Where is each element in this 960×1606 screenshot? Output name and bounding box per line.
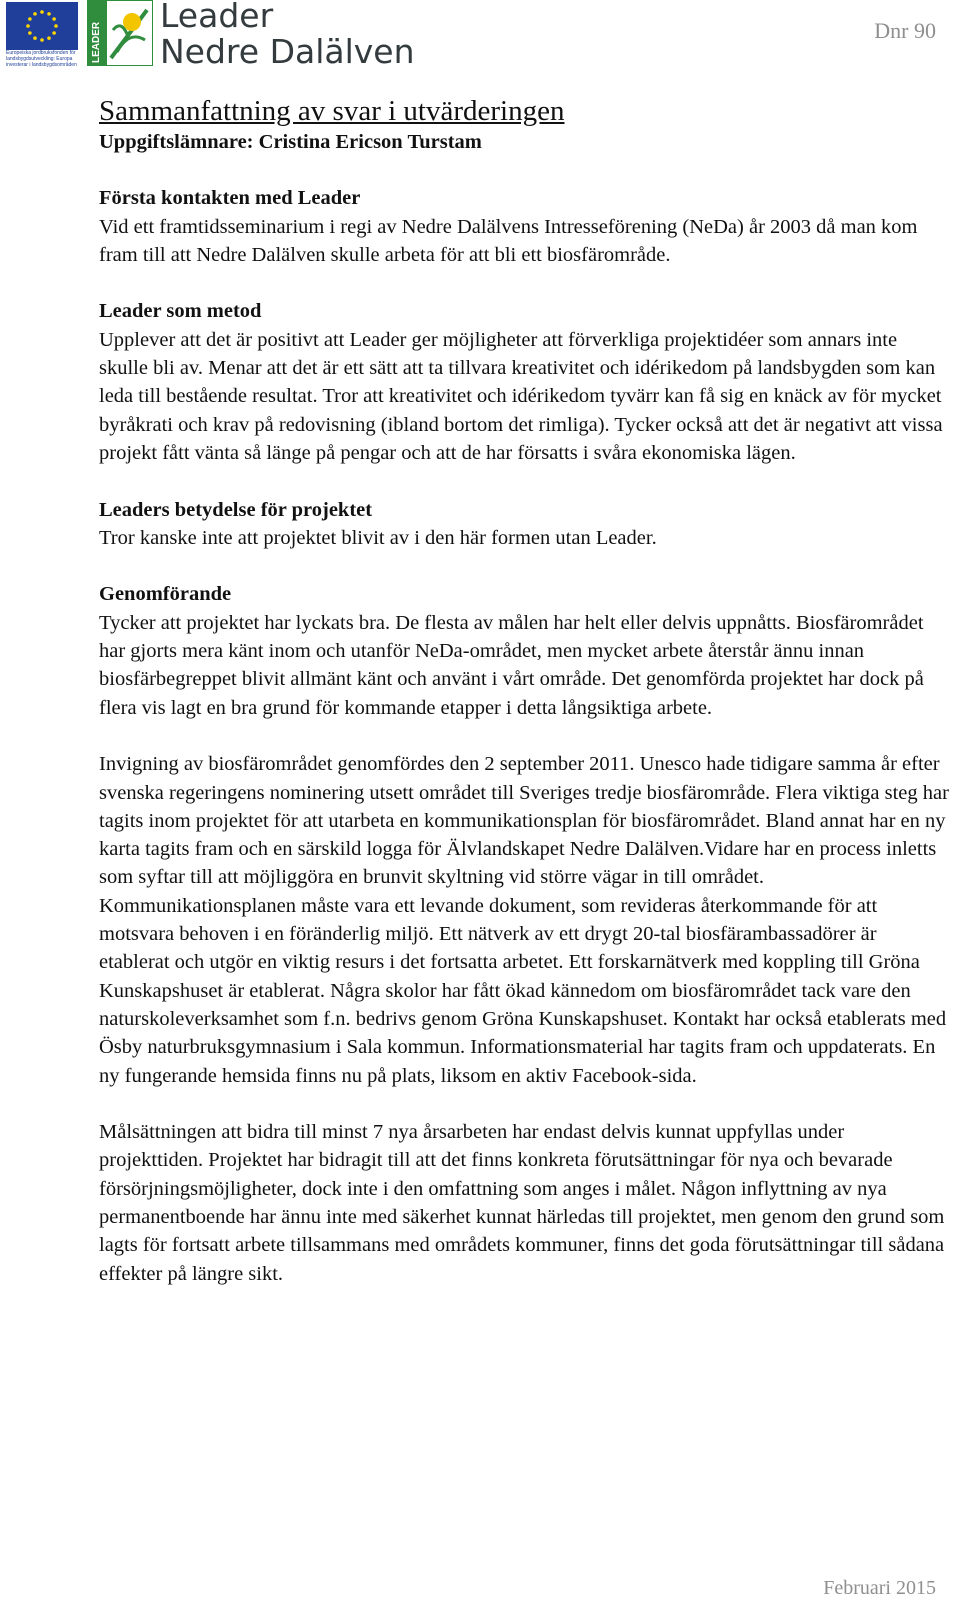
eu-star-icon: [33, 12, 37, 16]
page-header: [0, 0, 960, 80]
eu-flag-icon: [6, 2, 78, 50]
section-paragraph: Invigning av biosfärområdet genomfördes den 2 september 2011. Unesco hade tidigare samma år efter svenska regeringens nominering utsett området till Sveriges tredje biosfärområde. Flera viktiga steg har tagits inom projektet för att utarbeta en kommunikationsplan för biosfärområdet. Bland annat har en ny karta tagits fram och en särskild logga för Älvlandskapet Nedre Dalälven.Vidare har en process inletts som syftar till att möjliggöra en brunvit skyltning vid större vägar in till området. Kommunikationsplanen måste vara ett levande dokument, som revideras återkommande för att motsvara behoven i en föränderlig miljö. Ett nätverk av ett drygt 20-tal biosfärambassadörer är etablerat och utgör en viktig resurs i det fortsatta arbetet. Ett forskarnätverk med koppling till Gröna Kunskapshuset är etablerat. Några skolor har fått ökad kännedom om biosfärområdet tack vare den naturskoleverksamhet som f.n. bedrivs genom Gröna Kunskapshuset. Kontakt har också etablerats med Ösby naturbruksgymnasium i Sala kommun. Informationsmaterial har tagits fram och uppdaterats. En ny fungerande hemsida finns nu på plats, liksom en aktiv Facebook-sida.: [99, 753, 949, 1087]
section-heading: Genomförande: [99, 583, 232, 606]
document-number: Dnr 90: [874, 18, 936, 43]
leader-logo-side-text: LEADER: [91, 21, 102, 63]
section-implementation: [99, 580, 949, 1287]
section-paragraph: Tror kanske inte att projektet blivit av i den här formen utan Leader.: [99, 526, 657, 549]
eu-star-icon: [40, 10, 44, 14]
eu-star-icon: [28, 17, 32, 21]
submitter-line: Uppgiftslämnare: Cristina Ericson Turstam: [99, 131, 482, 153]
eu-fund-caption: Europeiska jordbruksfonden för landsbygdsutveckling: Europa investerar i landsbygdsområden: [6, 50, 77, 68]
eu-star-icon: [52, 31, 56, 35]
section-heading: Leader som metod: [99, 300, 262, 323]
logo-line-leader: Leader: [160, 0, 274, 35]
eu-star-icon: [54, 24, 58, 28]
leader-logo-icon: [87, 0, 153, 66]
section-paragraph: Upplever att det är positivt att Leader ger möjligheter att förverkliga projektidéer som annars inte skulle bli av. Menar att det är ett sätt att ta tillvara kreativitet och idérikedom på landsbygden som kan leda till bestående resultat. Tror att kreativitet och idérikedom tyvärr kan få sig en knäck av för mycket byråkrati och krav på redovisning (ibland bortom det rimliga). Tycker också att det är negativt att vissa projekt fått vänta så länge på pengar och att de har försatts i svåra ekonomiska lägen.: [99, 328, 943, 464]
document-body: [99, 94, 949, 1316]
leader-logo-text: [160, 0, 415, 70]
section-paragraph: Målsättningen att bidra till minst 7 nya årsarbeten har endast delvis kunnat uppfyllas under projekttiden. Projektet har bidragit till att det finns konkreta förutsättningar för nya och bevarade försörjningsmöjligheter, dock inte i den omfattning som anges i målet. Någon inflyttning av nya permanentboende har ännu inte med säkerhet kunnat härledas till projektet, men genom den grund som lagts för fortsatt arbete tillsammans med områdets kommuner, finns det goda förutsättningar till sådana effekter på längre sikt.: [99, 1121, 945, 1285]
section-heading: Första kontakten med Leader: [99, 187, 361, 210]
section-paragraph: Tycker att projektet har lyckats bra. De flesta av målen har helt eller delvis uppnåtts. Biosfärområdet har gjorts mera känt inom och utanför NeDa-området, men mycket arbete återstår ännu innan biosfärbegreppet blivit allmänt känt och använt i vårt område. Det genomförda projektet har dock på flera vis lagt en bra grund för kommande etapper i detta långsiktiga arbete.: [99, 611, 924, 719]
logo-line-region: Nedre Dalälven: [160, 32, 415, 71]
section-heading: Leaders betydelse för projektet: [99, 498, 373, 521]
eu-star-icon: [26, 24, 30, 28]
eu-star-icon: [28, 31, 32, 35]
section-paragraph: Vid ett framtidsseminarium i regi av Nedre Dalälvens Intresseförening (NeDa) år 2003 då man kom fram till att Nedre Dalälven skulle arbeta för att bli ett biosfärområde.: [99, 215, 918, 266]
eu-star-icon: [47, 12, 51, 16]
footer-date: Februari 2015: [823, 1577, 936, 1599]
section-first-contact: [99, 184, 949, 269]
eu-star-icon: [33, 36, 37, 40]
eu-star-icon: [40, 38, 44, 42]
eu-star-icon: [52, 17, 56, 21]
section-leader-as-method: [99, 297, 949, 467]
section-leader-importance: [99, 496, 949, 553]
document-title: Sammanfattning av svar i utvärderingen: [99, 95, 565, 127]
eu-star-icon: [47, 36, 51, 40]
